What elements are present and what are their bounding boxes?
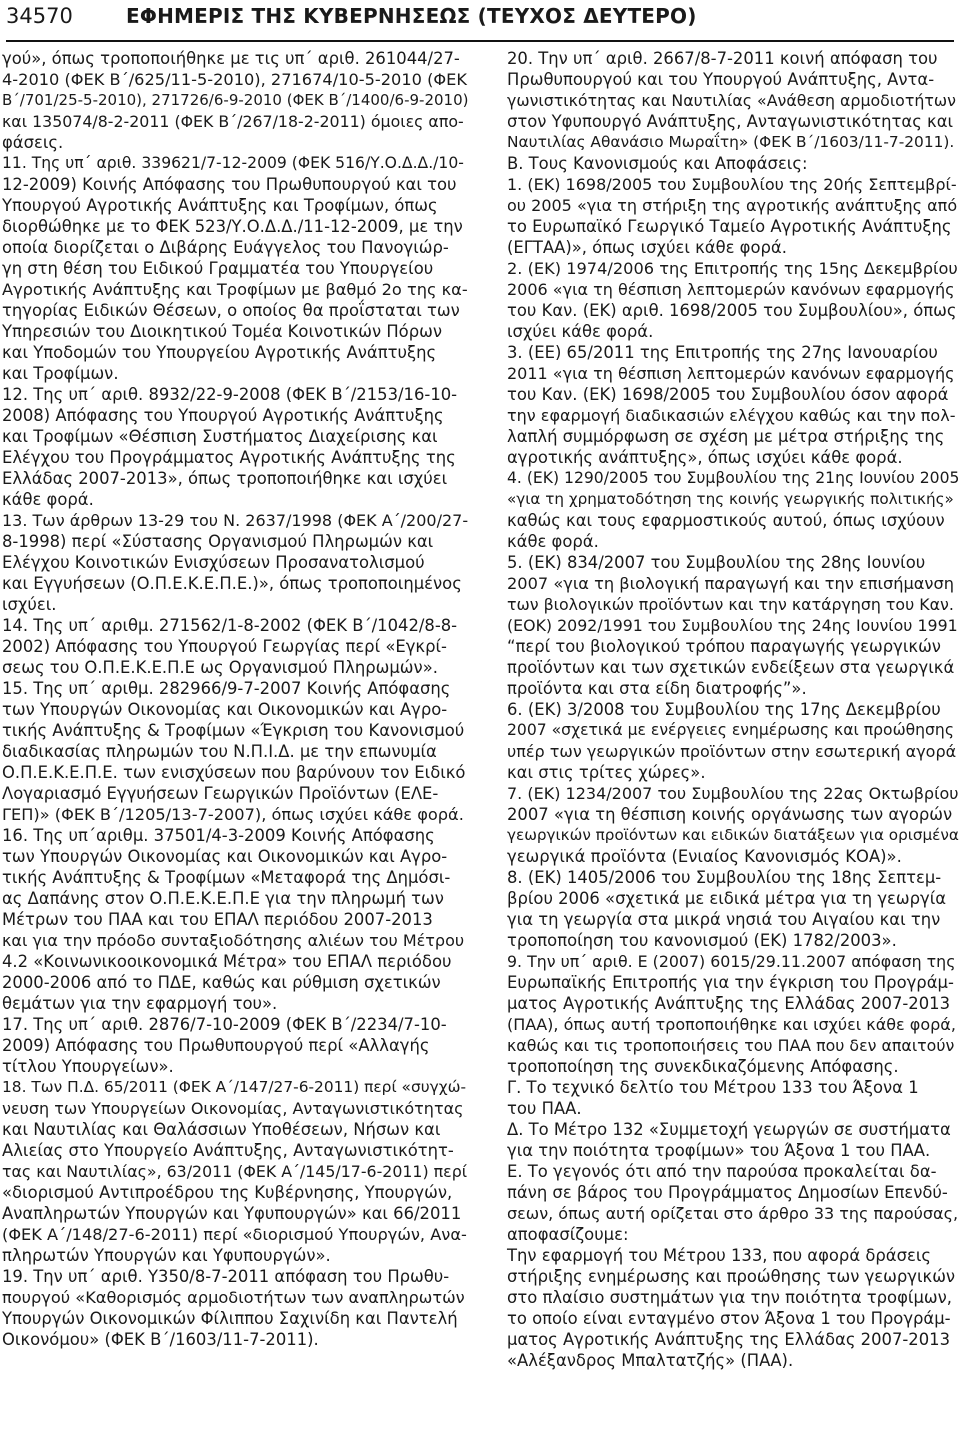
text-line: των βιολογικών προϊόντων και την κατάργηση του Καν. bbox=[507, 595, 954, 614]
text-line: 4.2 «Κοινωνικοοικονομικά Μέτρα» του ΕΠΑΛ περιόδου bbox=[2, 952, 452, 971]
text-line: των Υπουργών Οικονομίας και Οικονομικών και Αγρο- bbox=[2, 700, 448, 719]
text-line: και Εγγυήσεων (Ο.Π.Ε.Κ.Ε.Π.Ε.)», όπως τροποποιημένος bbox=[2, 574, 462, 593]
text-line: Αγροτικής Ανάπτυξης και Τροφίμων με βαθμό 2ο της κα- bbox=[2, 280, 468, 299]
text-line: 15. Της υπ΄ αριθμ. 282966/9-7-2007 Κοινής Απόφασης bbox=[2, 679, 451, 698]
text-line: 7. (ΕΚ) 1234/2007 του Συμβουλίου της 22ας Οκτωβρίου bbox=[507, 784, 959, 803]
text-line: ας Δαπάνης στον Ο.Π.Ε.Κ.Ε.Π.Ε για την πληρωμή των bbox=[2, 889, 444, 908]
text-line: αγροτικής ανάπτυξης», όπως ισχύει κάθε φορά. bbox=[507, 448, 903, 467]
text-line: ματος Αγροτικής Ανάπτυξης της Ελλάδας 2007-2013 bbox=[507, 994, 950, 1013]
text-line: Υπουργού Αγροτικής Ανάπτυξης και Τροφίμων, όπως bbox=[2, 196, 438, 215]
text-line: ματος Αγροτικής Ανάπτυξης της Ελλάδας 2007-2013 bbox=[507, 1330, 950, 1349]
text-line: το Ευρωπαϊκό Γεωργικό Ταμείο Αγροτικής Ανάπτυξης bbox=[507, 217, 952, 236]
text-line: 16. Της υπ΄αριθμ. 37501/4-3-2009 Κοινής Απόφασης bbox=[2, 826, 435, 845]
text-line: λαπλή συμμόρφωση σε σχέση με μέτρα στήριξης της bbox=[507, 427, 945, 446]
text-line: κάθε φορά. bbox=[2, 490, 94, 509]
text-line: 3. (ΕΕ) 65/2011 της Επιτροπής της 27ης Ιανουαρίου bbox=[507, 343, 938, 362]
text-line: γού», όπως τροποποιήθηκε με τις υπ΄ αριθ. 261044/27- bbox=[2, 49, 460, 68]
text-line: 18. Των Π.Δ. 65/2011 (ΦΕΚ Α΄/147/27-6-2011) περί «συγχώ- bbox=[2, 1078, 467, 1096]
text-line: στο πλαίσιο συστημάτων για την ποιότητα τροφίμων, bbox=[507, 1288, 952, 1307]
text-line: 11. Της υπ΄ αριθ. 339621/7-12-2009 (ΦΕΚ 516/Υ.Ο.Δ.Δ./10- bbox=[2, 154, 464, 172]
text-line: ου 2005 «για τη στήριξη της αγροτικής ανάπτυξης από bbox=[507, 196, 958, 215]
text-line: ισχύει. bbox=[2, 595, 57, 614]
text-line: και για την πρόοδο συνταξιοδότησης αλιέων του Μέτρου bbox=[2, 931, 465, 950]
text-line: Δ. Το Μέτρο 132 «Συμμετοχή γεωργών σε συστήματα bbox=[507, 1120, 951, 1139]
page-number: 34570 bbox=[6, 4, 73, 28]
text-line: 20. Την υπ΄ αριθ. 2667/8-7-2011 κοινή απόφαση του bbox=[507, 49, 938, 68]
text-line: «για τη χρηματοδότηση της κοινής γεωργικής πολιτικής» bbox=[507, 490, 954, 508]
text-line: Αναπληρωτών Υπουργών και Υφυπουργών» και 66/2011 bbox=[2, 1204, 462, 1223]
text-line: 8. (ΕΚ) 1405/2006 του Συμβουλίου της 18ης Σεπτεμ- bbox=[507, 868, 942, 887]
text-line: σεως του Ο.Π.Ε.Κ.Ε.Π.Ε ως Οργανισμού Πληρωμών». bbox=[2, 658, 438, 677]
text-line: διαδικασίας πληρωμών του Ν.Π.Ι.Δ. με την επωνυμία bbox=[2, 742, 437, 761]
text-line: Ελλάδας 2007-2013», όπως τροποποιήθηκε και ισχύει bbox=[2, 469, 448, 488]
text-line: Οικονόμου» (ΦΕΚ Β΄/1603/11-7-2011). bbox=[2, 1330, 319, 1349]
text-line: Ελέγχου του Προγράμματος Αγροτικής Ανάπτυξης της bbox=[2, 448, 456, 467]
text-line: και Υποδομών του Υπουργείου Αγροτικής Ανάπτυξης bbox=[2, 343, 437, 362]
text-line: 6. (ΕΚ) 3/2008 του Συμβουλίου της 17ης Δεκεμβρίου bbox=[507, 700, 941, 719]
text-line: γεωργικών προϊόντων και ειδικών διατάξεων για ορισμένα bbox=[507, 826, 959, 844]
text-line: Ευρωπαϊκής Επιτροπής για την έγκριση του Προγράμ- bbox=[507, 973, 954, 992]
text-line: (ΠΑΑ), όπως αυτή τροποποιήθηκε και ισχύει κάθε φορά, bbox=[507, 1015, 956, 1034]
text-line: προϊόντα και στα είδη διατροφής”». bbox=[507, 679, 807, 698]
text-line: Β. Τους Κανονισμούς και Αποφάσεις: bbox=[507, 154, 808, 173]
text-line: 2009) Απόφασης του Πρωθυπουργού περί «Αλλαγής bbox=[2, 1036, 430, 1055]
text-line: 9. Την υπ΄ αριθ. Ε (2007) 6015/29.11.2007 απόφαση της bbox=[507, 952, 956, 971]
text-line: 4-2010 (ΦΕΚ Β΄/625/11-5-2010), 271674/10-5-2010 (ΦΕΚ bbox=[2, 70, 467, 89]
text-line: Β΄/701/25-5-2010), 271726/6-9-2010 (ΦΕΚ Β΄/1400/6-9-2010) bbox=[2, 91, 469, 109]
text-line: τας και Ναυτιλίας», 63/2011 (ΦΕΚ Α΄/145/17-6-2011) περί bbox=[2, 1162, 468, 1181]
text-line: τικής Ανάπτυξης & Τροφίμων «Έγκριση του Κανονισμού bbox=[2, 721, 465, 740]
text-line: και Ναυτιλίας και Θαλάσσιων Υποθέσεων, Νήσων και bbox=[2, 1120, 441, 1139]
page-header bbox=[6, 2, 954, 42]
text-line: 1. (ΕΚ) 1698/2005 του Συμβουλίου της 20ής Σεπτεμβρί- bbox=[507, 175, 957, 194]
text-line: και 135074/8-2-2011 (ΦΕΚ Β΄/267/18-2-2011) όμοιες απο- bbox=[2, 112, 464, 131]
right-column bbox=[507, 48, 959, 1371]
text-line: προϊόντων και των σχετικών ενδείξεων στα γεωργικά bbox=[507, 658, 955, 677]
text-line: 2. (ΕΚ) 1974/2006 της Επιτροπής της 15ης Δεκεμβρίου bbox=[507, 259, 958, 278]
text-line: (ΦΕΚ Α΄/148/27-6-2011) περί «διορισμού Υπουργών, Ανα- bbox=[2, 1225, 467, 1244]
text-line: του Καν. (ΕΚ) αριθ. 1698/2005 του Συμβουλίου», όπως bbox=[507, 301, 957, 320]
text-line: των Υπουργών Οικονομίας και Οικονομικών και Αγρο- bbox=[2, 847, 448, 866]
text-line: ΓΕΠ)» (ΦΕΚ Β΄/1205/13-7-2007), όπως ισχύει κάθε φορά. bbox=[2, 805, 464, 824]
text-line: στήριξης ενημέρωσης και προώθησης των γεωργικών bbox=[507, 1267, 956, 1286]
text-line: για την ποιότητα τροφίμων» του Άξονα 1 του ΠΑΑ. bbox=[507, 1141, 931, 1160]
text-line: «διορισμού Αντιπροέδρου της Κυβέρνησης, Υπουργών, bbox=[2, 1183, 453, 1202]
text-line: βρίου 2006 «σχετικά με ειδικά μέτρα για τη γεωργία bbox=[507, 889, 947, 908]
text-line: 12-2009) Κοινής Απόφασης του Πρωθυπουργού και του bbox=[2, 175, 457, 194]
text-line: (ΕΟΚ) 2092/1991 του Συμβουλίου της 24ης Ιουνίου 1991 bbox=[507, 616, 958, 635]
text-line: Αλιείας στο Υπουργείο Ανάπτυξης, Ανταγωνιστικότητ- bbox=[2, 1141, 454, 1160]
text-line: θεμάτων για την εφαρμογή του». bbox=[2, 994, 278, 1013]
text-line: Ο.Π.Ε.Κ.Ε.Π.Ε. των ενισχύσεων που βαρύνουν τον Ειδικό bbox=[2, 763, 466, 782]
text-line: καθώς και τους εφαρμοστικούς αυτού, όπως ισχύουν bbox=[507, 511, 945, 530]
text-line: φάσεις. bbox=[2, 133, 64, 152]
text-line: 8-1998) περί «Σύστασης Οργανισμού Πληρωμών και bbox=[2, 532, 434, 551]
text-line: διορθώθηκε με το ΦΕΚ 523/Υ.Ο.Δ.Δ./11-12-2009, με την bbox=[2, 217, 463, 236]
text-line: 2011 «για τη θέσπιση λεπτομερών κανόνων εφαρμογής bbox=[507, 364, 955, 383]
text-line: του Καν. (ΕΚ) 1698/2005 του Συμβουλίου όσον αφορά bbox=[507, 385, 949, 404]
text-line: 2007 «σχετικά με ενέργειες ενημέρωσης και προώθησης bbox=[507, 721, 954, 739]
text-line: 17. Της υπ΄ αριθ. 2876/7-10-2009 (ΦΕΚ Β΄/2234/7-10- bbox=[2, 1015, 447, 1034]
text-line: (ΕΓΤΑΑ)», όπως ισχύει κάθε φορά. bbox=[507, 238, 787, 257]
text-line: 4. (ΕΚ) 1290/2005 του Συμβουλίου της 21ης Ιουνίου 2005 bbox=[507, 469, 960, 487]
text-line: πάνη σε βάρος του Προγράμματος Δημοσίων Επενδύ- bbox=[507, 1183, 948, 1202]
gazette-title: ΕΦΗΜΕΡΙΣ ΤΗΣ ΚΥΒΕΡΝΗΣΕΩΣ (ΤΕΥΧΟΣ ΔΕΥΤΕΡΟ) bbox=[126, 4, 697, 28]
text-line: σεων, όπως αυτή ορίζεται στο άρθρο 33 της παρούσας, bbox=[507, 1204, 959, 1223]
text-line: γωνιστικότητας και Ναυτιλίας «Ανάθεση αρμοδιοτήτων bbox=[507, 91, 956, 110]
text-line: πληρωτών Υπουργών και Υφυπουργών». bbox=[2, 1246, 331, 1265]
text-line: γη στη θέση του Ειδικού Γραμματέα του Υπουργείου bbox=[2, 259, 434, 278]
text-line: στον Υφυπουργό Ανάπτυξης, Ανταγωνιστικότητας και bbox=[507, 112, 954, 131]
text-line: και Τροφίμων «Θέσπιση Συστήματος Διαχείρισης και bbox=[2, 427, 438, 446]
text-line: τίτλου Υπουργείων». bbox=[2, 1057, 174, 1076]
text-line: Υπηρεσιών του Διοικητικού Τομέα Κοινοτικών Πόρων bbox=[2, 322, 442, 341]
text-line: 14. Της υπ΄ αριθμ. 271562/1-8-2002 (ΦΕΚ Β΄/1042/8-8- bbox=[2, 616, 458, 635]
text-line: Ναυτιλίας Αθανάσιο Μωραΐτη» (ΦΕΚ Β΄/1603/11-7-2011). bbox=[507, 133, 955, 151]
left-column bbox=[2, 48, 468, 1350]
text-line: καθώς και τις τροποποιήσεις του ΠΑΑ που δεν απαιτούν bbox=[507, 1036, 955, 1055]
text-line: το οποίο είναι ενταγμένο στον Άξονα 1 του Προγράμ- bbox=[507, 1309, 951, 1328]
text-line: αποφασίζουμε: bbox=[507, 1225, 629, 1244]
text-line: υπέρ των γεωργικών προϊόντων στην εσωτερική αγορά bbox=[507, 742, 957, 761]
text-line: 19. Την υπ΄ αριθ. Υ350/8-7-2011 απόφαση του Πρωθυ- bbox=[2, 1267, 450, 1286]
text-line: 5. (ΕΚ) 834/2007 του Συμβουλίου της 28ης Ιουνίου bbox=[507, 553, 926, 572]
text-line: «Αλέξανδρος Μπαλτατζής» (ΠΑΑ). bbox=[507, 1351, 794, 1370]
text-line: πουργού «Καθορισμός αρμοδιοτήτων των αναπληρωτών bbox=[2, 1288, 465, 1307]
text-line: Ε. Το γεγονός ότι από την παρούσα προκαλείται δα- bbox=[507, 1162, 937, 1181]
text-line: γεωργικά προϊόντα (Ενιαίος Κανονισμός ΚΟΑ)». bbox=[507, 847, 902, 866]
text-line: 2007 «για τη θέσπιση κοινής οργάνωσης των αγορών bbox=[507, 805, 953, 824]
text-line: και στις τρίτες χώρες». bbox=[507, 763, 706, 782]
text-line: 2006 «για τη θέσπιση λεπτομερών κανόνων εφαρμογής bbox=[507, 280, 955, 299]
text-line: Υπουργών Οικονομικών Φίλιππου Σαχινίδη και Παντελή bbox=[2, 1309, 458, 1328]
text-line: “περί του βιολογικού τρόπου παραγωγής γεωργικών bbox=[507, 637, 941, 656]
text-line: την εφαρμογή διαδικασιών ελέγχου καθώς και την πολ- bbox=[507, 406, 956, 425]
text-line: κάθε φορά. bbox=[507, 532, 599, 551]
text-line: τροποποίηση του κανονισμού (ΕΚ) 1782/2003». bbox=[507, 931, 897, 950]
text-line: 2002) Απόφασης του Υπουργού Γεωργίας περί «Εγκρί- bbox=[2, 637, 447, 656]
text-line: του ΠΑΑ. bbox=[507, 1099, 582, 1118]
text-line: Μέτρων του ΠΑΑ και του ΕΠΑΛ περιόδου 2007-2013 bbox=[2, 910, 433, 929]
text-line: ισχύει κάθε φορά. bbox=[507, 322, 654, 341]
text-line: για τη γεωργία στα μικρά νησιά του Αιγαίου και την bbox=[507, 910, 941, 929]
text-line: Ελέγχου Κοινοτικών Ενισχύσεων Προσανατολισμού bbox=[2, 553, 425, 572]
text-line: Την εφαρμογή του Μέτρου 133, που αφορά δράσεις bbox=[507, 1246, 931, 1265]
text-line: νευση των Υπουργείων Οικονομίας, Ανταγωνιστικότητας bbox=[2, 1099, 464, 1118]
text-line: Γ. Το τεχνικό δελτίο του Μέτρου 133 του Άξονα 1 bbox=[507, 1078, 919, 1097]
text-line: 2007 «για τη βιολογική παραγωγή και την επισήμανση bbox=[507, 574, 954, 593]
text-line: τροποποίηση της συνεκδικαζόμενης Απόφασης. bbox=[507, 1057, 899, 1076]
text-line: 2000-2006 από το ΠΔΕ, καθώς και ρύθμιση σχετικών bbox=[2, 973, 441, 992]
text-line: τικής Ανάπτυξης & Τροφίμων «Μεταφορά της Δημόσι- bbox=[2, 868, 451, 887]
text-line: οποία διορίζεται ο Διβάρης Ευάγγελος του Πανογιώρ- bbox=[2, 238, 449, 257]
text-line: τηγορίας Ειδικών Θέσεων, ο οποίος θα προΐσταται των bbox=[2, 301, 460, 320]
text-line: 12. Της υπ΄ αριθ. 8932/22-9-2008 (ΦΕΚ Β΄/2153/16-10- bbox=[2, 385, 458, 404]
text-line: 13. Των άρθρων 13-29 του Ν. 2637/1998 (ΦΕΚ Α΄/200/27- bbox=[2, 511, 469, 530]
text-line: Λογαριασμό Εγγυήσεων Γεωργικών Προϊόντων (ΕΛΕ- bbox=[2, 784, 439, 803]
text-line: και Τροφίμων. bbox=[2, 364, 119, 383]
text-line: Πρωθυπουργού και του Υπουργού Ανάπτυξης, Αντα- bbox=[507, 70, 935, 89]
text-line: 2008) Απόφασης του Υπουργού Αγροτικής Ανάπτυξης bbox=[2, 406, 444, 425]
